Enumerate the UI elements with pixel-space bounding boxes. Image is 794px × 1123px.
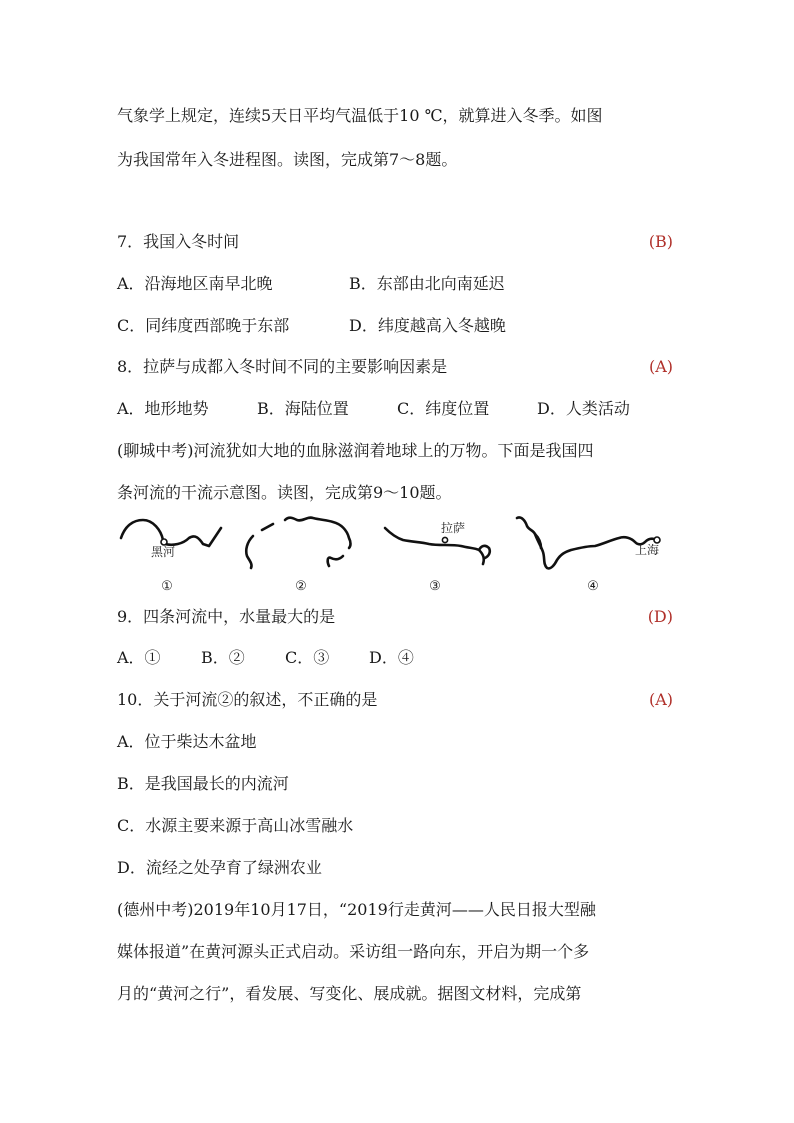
question-10 xyxy=(117,690,687,710)
question-8-stem: 8．拉萨与成都入冬时间不同的主要影响因素是 xyxy=(117,357,448,376)
question-10-option-b: B．是我国最长的内流河 xyxy=(117,774,289,793)
river-3-sketch xyxy=(385,528,490,564)
question-7-option-b: B．东部由北向南延迟 xyxy=(349,274,505,293)
river-2-sketch-main xyxy=(285,518,351,548)
intro-line-1: 气象学上规定，连续5天日平均气温低于10 ℃，就算进入冬季。如图 xyxy=(117,106,603,125)
question-7-options-row-2 xyxy=(117,316,687,336)
question-9-option-d: D．④ xyxy=(369,648,414,667)
question-9-option-a: A．① xyxy=(117,648,161,667)
question-7-option-d: D．纬度越高入冬越晚 xyxy=(349,316,506,335)
river-2-sketch-dash xyxy=(262,524,273,530)
river-number-2: ② xyxy=(295,579,307,594)
river-label-shanghai: 上海 xyxy=(635,543,660,557)
rivers-intro-line-1: (聊城中考)河流犹如大地的血脉滋润着地球上的万物。下面是我国四 xyxy=(117,441,594,460)
question-10-option-a: A．位于柴达木盆地 xyxy=(117,732,257,751)
question-9-option-b: B．② xyxy=(201,648,245,667)
river-sketch-figure xyxy=(117,508,687,600)
question-8 xyxy=(117,357,687,377)
question-8-options xyxy=(117,399,687,419)
question-7-option-c: C．同纬度西部晚于东部 xyxy=(117,316,290,335)
river-1-sketch xyxy=(121,520,221,546)
question-10-stem: 10．关于河流②的叙述，不正确的是 xyxy=(117,690,378,709)
yellow-river-intro-line-3: 月的“黄河之行”，看发展、写变化、展成就。据图文材料，完成第 xyxy=(117,984,582,1003)
river-2-sketch-east xyxy=(328,556,343,566)
question-10-answer: (A) xyxy=(648,690,673,709)
intro-line-2: 为我国常年入冬进程图。读图，完成第7～8题。 xyxy=(117,150,458,169)
question-7-option-a: A．沿海地区南早北晚 xyxy=(117,274,273,293)
river-sketch-svg xyxy=(117,508,687,600)
question-8-option-c: C．纬度位置 xyxy=(397,399,490,418)
question-9-stem: 9．四条河流中，水量最大的是 xyxy=(117,607,336,626)
river-number-4: ④ xyxy=(587,579,599,594)
question-8-option-a: A．地形地势 xyxy=(117,399,209,418)
question-7-answer: (B) xyxy=(648,232,673,251)
river-number-3: ③ xyxy=(429,579,441,594)
question-7-stem: 7．我国入冬时间 xyxy=(117,232,240,251)
question-8-answer: (A) xyxy=(648,357,673,376)
river-label-lasa: 拉萨 xyxy=(441,521,466,535)
question-8-option-d: D．人类活动 xyxy=(537,399,630,418)
question-8-option-b: B．海陆位置 xyxy=(257,399,349,418)
question-10-option-c: C．水源主要来源于高山冰雪融水 xyxy=(117,816,354,835)
question-9-answer: (D) xyxy=(647,607,673,626)
question-10-option-d: D．流经之处孕育了绿洲农业 xyxy=(117,858,322,877)
river-2-sketch-west xyxy=(246,536,253,568)
question-9 xyxy=(117,607,687,627)
question-9-option-c: C．③ xyxy=(285,648,330,667)
question-7-options-row-1 xyxy=(117,274,687,294)
question-9-options xyxy=(117,648,687,668)
river-3-lasa-marker xyxy=(442,537,447,542)
yellow-river-intro-line-2: 媒体报道”在黄河源头正式启动。采访组一路向东，开启为期一个多 xyxy=(117,942,590,961)
yellow-river-intro-line-1: (德州中考)2019年10月17日，“2019行走黄河——人民日报大型融 xyxy=(117,900,596,919)
river-number-1: ① xyxy=(161,579,173,594)
river-label-heihe: 黑河 xyxy=(151,545,176,559)
rivers-intro-line-2: 条河流的干流示意图。读图，完成第9～10题。 xyxy=(117,483,452,502)
question-7 xyxy=(117,232,687,252)
